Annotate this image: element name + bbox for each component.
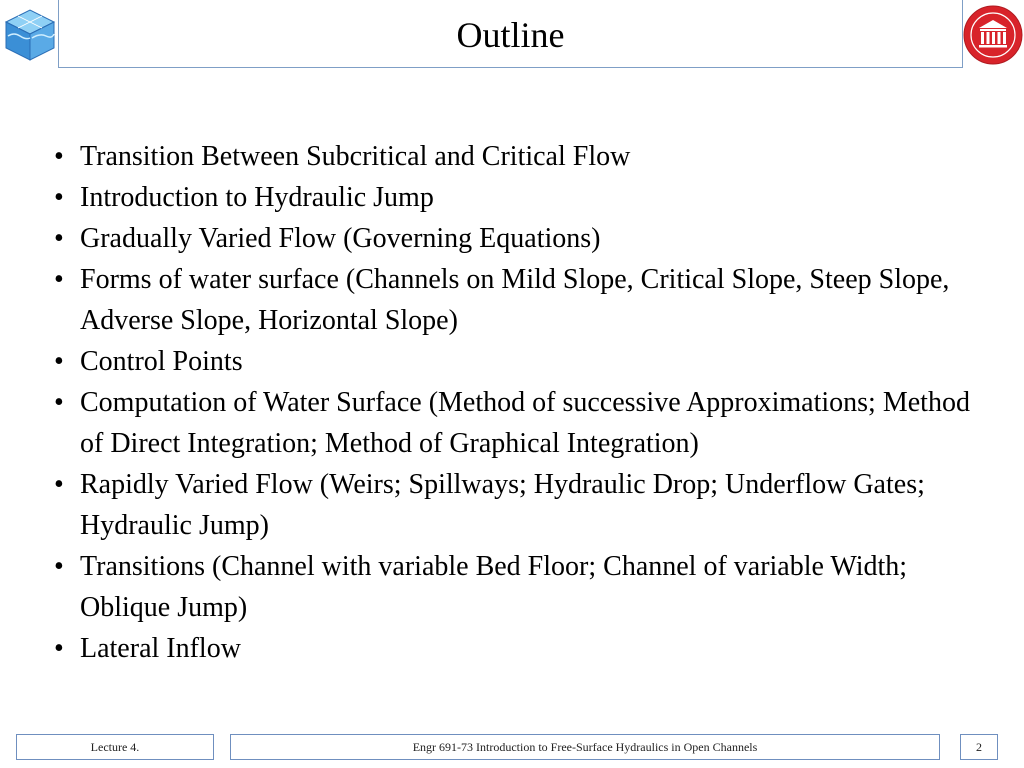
bullet-text: Control Points xyxy=(80,346,243,377)
bullet-item xyxy=(50,259,1000,341)
bullet-text: Gradually Varied Flow (Governing Equations) xyxy=(80,223,601,254)
university-seal-logo-icon xyxy=(962,0,1024,70)
slide-title: Outline xyxy=(456,15,565,55)
bullet-item xyxy=(50,546,1000,628)
bullet-dot-icon: • xyxy=(54,182,64,213)
bullet-dot-icon: • xyxy=(54,346,64,377)
outline-bullet-list xyxy=(50,136,1000,669)
bullet-item xyxy=(50,177,1000,218)
bullet-text: Rapidly Varied Flow (Weirs; Spillways; Hydraulic Drop; Underflow Gates; Hydraulic Jump) xyxy=(80,469,925,541)
bullet-dot-icon: • xyxy=(54,633,64,664)
bullet-text: Transition Between Subcritical and Critical Flow xyxy=(80,141,631,172)
bullet-text: Transitions (Channel with variable Bed Floor; Channel of variable Width; Oblique Jump) xyxy=(80,551,908,623)
bullet-dot-icon: • xyxy=(54,264,64,295)
footer-lecture-label: Lecture 4. xyxy=(16,734,214,760)
water-cube-logo-icon xyxy=(0,0,60,68)
bullet-item xyxy=(50,464,1000,546)
bullet-dot-icon: • xyxy=(54,223,64,254)
bullet-dot-icon: • xyxy=(54,387,64,418)
footer-page-number: 2 xyxy=(960,734,998,760)
bullet-item xyxy=(50,341,1000,382)
bullet-dot-icon: • xyxy=(54,141,64,172)
bullet-item xyxy=(50,218,1000,259)
bullet-dot-icon: • xyxy=(54,551,64,582)
bullet-text: Computation of Water Surface (Method of successive Approximations; Method of Direct Integration; Method of Graphical Integration) xyxy=(80,387,970,459)
bullet-dot-icon: • xyxy=(54,469,64,500)
bullet-item xyxy=(50,628,1000,669)
footer-course-title: Engr 691-73 Introduction to Free-Surface Hydraulics in Open Channels xyxy=(230,734,940,760)
bullet-text: Introduction to Hydraulic Jump xyxy=(80,182,434,213)
bullet-item xyxy=(50,382,1000,464)
bullet-item xyxy=(50,136,1000,177)
bullet-text: Lateral Inflow xyxy=(80,633,241,664)
bullet-text: Forms of water surface (Channels on Mild Slope, Critical Slope, Steep Slope, Adverse Slope, Horizontal Slope) xyxy=(80,264,950,336)
